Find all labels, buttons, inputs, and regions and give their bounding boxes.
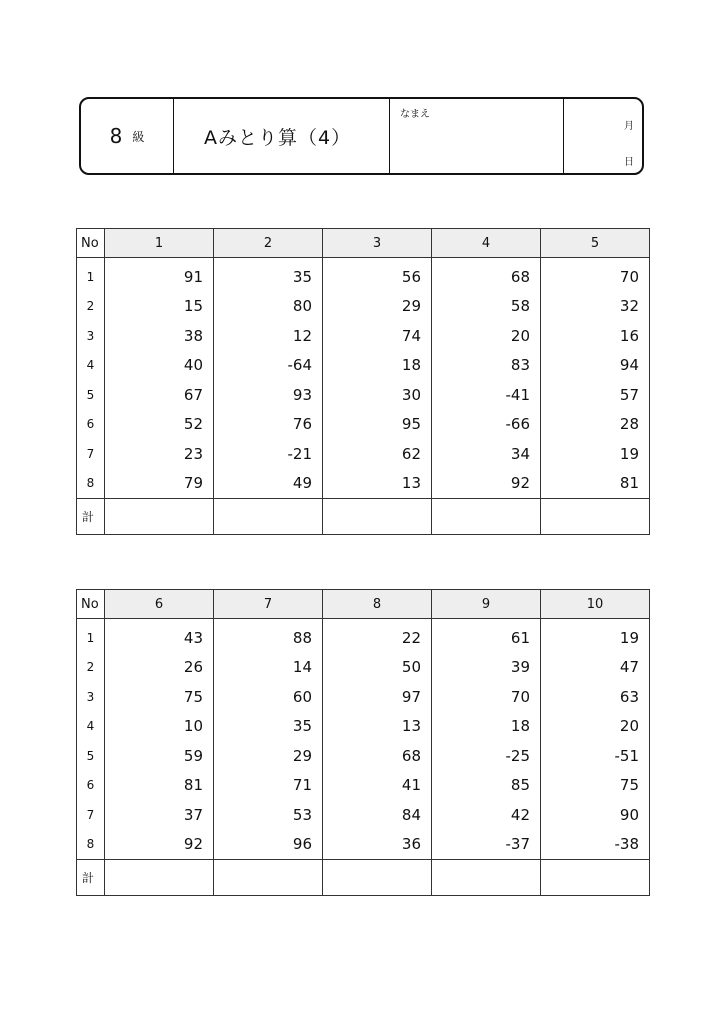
answer-cell[interactable] <box>214 499 323 535</box>
number-cell: 29 <box>214 741 323 771</box>
grade-number: 8 <box>109 124 123 148</box>
number-cell: 35 <box>214 258 323 292</box>
answer-cell[interactable] <box>541 860 650 896</box>
problem-number-header: 2 <box>214 229 323 258</box>
number-cell: 56 <box>323 258 432 292</box>
name-label: なまえ <box>400 109 430 120</box>
number-cell: -64 <box>214 351 323 381</box>
grade-suffix: 級 <box>132 129 145 144</box>
number-cell: 76 <box>214 410 323 440</box>
number-cell: 59 <box>105 741 214 771</box>
number-cell: -66 <box>432 410 541 440</box>
number-cell: 32 <box>541 292 650 322</box>
number-cell: 67 <box>105 380 214 410</box>
number-cell: 19 <box>541 619 650 653</box>
number-cell: 80 <box>214 292 323 322</box>
answer-cell[interactable] <box>541 499 650 535</box>
number-cell: 50 <box>323 653 432 683</box>
number-cell: 94 <box>541 351 650 381</box>
number-cell: 61 <box>432 619 541 653</box>
row-number: 7 <box>77 800 105 830</box>
number-cell: 26 <box>105 653 214 683</box>
row-number: 4 <box>77 712 105 742</box>
table-row <box>77 410 650 440</box>
number-cell: 57 <box>541 380 650 410</box>
number-cell: -37 <box>432 830 541 860</box>
row-number: 8 <box>77 469 105 499</box>
table-row <box>77 830 650 860</box>
number-cell: 63 <box>541 682 650 712</box>
row-number: 5 <box>77 741 105 771</box>
problem-number-header: 7 <box>214 590 323 619</box>
table-row <box>77 380 650 410</box>
number-cell: 20 <box>541 712 650 742</box>
problem-number-header: 8 <box>323 590 432 619</box>
answer-cell[interactable] <box>214 860 323 896</box>
number-cell: 96 <box>214 830 323 860</box>
worksheet-title: Aみとり算（4） <box>204 126 352 149</box>
number-cell: 34 <box>432 439 541 469</box>
number-cell: 92 <box>105 830 214 860</box>
total-row <box>77 499 650 535</box>
number-cell: 28 <box>541 410 650 440</box>
total-row <box>77 860 650 896</box>
number-cell: 91 <box>105 258 214 292</box>
number-cell: 13 <box>323 469 432 499</box>
number-cell: 23 <box>105 439 214 469</box>
problem-table-1 <box>76 228 650 535</box>
number-cell: 74 <box>323 321 432 351</box>
row-number: 4 <box>77 351 105 381</box>
number-cell: 16 <box>541 321 650 351</box>
problem-number-header: 1 <box>105 229 214 258</box>
row-number: 8 <box>77 830 105 860</box>
answer-cell[interactable] <box>323 860 432 896</box>
table-header-row <box>77 229 650 258</box>
number-cell: 92 <box>432 469 541 499</box>
row-number: 5 <box>77 380 105 410</box>
number-cell: 70 <box>432 682 541 712</box>
number-cell: 12 <box>214 321 323 351</box>
table-row <box>77 469 650 499</box>
number-cell: -21 <box>214 439 323 469</box>
number-cell: 38 <box>105 321 214 351</box>
answer-cell[interactable] <box>105 860 214 896</box>
row-number: 2 <box>77 653 105 683</box>
number-cell: 15 <box>105 292 214 322</box>
number-cell: 49 <box>214 469 323 499</box>
number-cell: 36 <box>323 830 432 860</box>
name-field[interactable] <box>390 99 564 173</box>
answer-cell[interactable] <box>323 499 432 535</box>
number-cell: -51 <box>541 741 650 771</box>
grade-cell <box>81 99 174 173</box>
number-cell: 93 <box>214 380 323 410</box>
number-cell: 37 <box>105 800 214 830</box>
table-row <box>77 439 650 469</box>
number-cell: -25 <box>432 741 541 771</box>
number-cell: 53 <box>214 800 323 830</box>
problem-number-header: 6 <box>105 590 214 619</box>
month-label: 月 <box>624 121 634 132</box>
number-cell: 71 <box>214 771 323 801</box>
number-cell: 75 <box>541 771 650 801</box>
answer-cell[interactable] <box>105 499 214 535</box>
number-cell: 85 <box>432 771 541 801</box>
row-number: 3 <box>77 682 105 712</box>
table-row <box>77 292 650 322</box>
number-cell: 42 <box>432 800 541 830</box>
row-number: 3 <box>77 321 105 351</box>
number-cell: -38 <box>541 830 650 860</box>
row-number: 2 <box>77 292 105 322</box>
title-cell <box>174 99 390 173</box>
table-row <box>77 321 650 351</box>
number-cell: 41 <box>323 771 432 801</box>
number-cell: 79 <box>105 469 214 499</box>
table-row <box>77 712 650 742</box>
row-number: 6 <box>77 410 105 440</box>
table-row <box>77 258 650 292</box>
row-number: 6 <box>77 771 105 801</box>
number-cell: 58 <box>432 292 541 322</box>
problem-number-header: 4 <box>432 229 541 258</box>
table-row <box>77 741 650 771</box>
number-cell: 70 <box>541 258 650 292</box>
number-cell: 52 <box>105 410 214 440</box>
number-cell: 68 <box>323 741 432 771</box>
problem-number-header: 3 <box>323 229 432 258</box>
number-cell: 97 <box>323 682 432 712</box>
problem-number-header: 5 <box>541 229 650 258</box>
number-cell: 90 <box>541 800 650 830</box>
answer-cell[interactable] <box>432 860 541 896</box>
number-cell: 10 <box>105 712 214 742</box>
number-cell: 75 <box>105 682 214 712</box>
no-column-header: No <box>77 229 105 258</box>
number-cell: 13 <box>323 712 432 742</box>
worksheet-header <box>79 97 644 175</box>
number-cell: 19 <box>541 439 650 469</box>
number-cell: 22 <box>323 619 432 653</box>
no-column-header: No <box>77 590 105 619</box>
number-cell: 30 <box>323 380 432 410</box>
total-label: 計 <box>77 499 105 535</box>
number-cell: 18 <box>323 351 432 381</box>
table-row <box>77 619 650 653</box>
number-cell: 29 <box>323 292 432 322</box>
table-row <box>77 653 650 683</box>
number-cell: 84 <box>323 800 432 830</box>
number-cell: 35 <box>214 712 323 742</box>
number-cell: 18 <box>432 712 541 742</box>
number-cell: 81 <box>105 771 214 801</box>
table-row <box>77 351 650 381</box>
number-cell: 47 <box>541 653 650 683</box>
number-cell: 39 <box>432 653 541 683</box>
total-label: 計 <box>77 860 105 896</box>
number-cell: 60 <box>214 682 323 712</box>
answer-cell[interactable] <box>432 499 541 535</box>
number-cell: 43 <box>105 619 214 653</box>
number-cell: 95 <box>323 410 432 440</box>
number-cell: 14 <box>214 653 323 683</box>
problem-number-header: 9 <box>432 590 541 619</box>
day-label: 日 <box>624 157 634 168</box>
row-number: 1 <box>77 619 105 653</box>
table-row <box>77 771 650 801</box>
table-row <box>77 682 650 712</box>
number-cell: 88 <box>214 619 323 653</box>
problem-number-header: 10 <box>541 590 650 619</box>
date-field[interactable] <box>564 99 642 173</box>
table-row <box>77 800 650 830</box>
row-number: 1 <box>77 258 105 292</box>
number-cell: 40 <box>105 351 214 381</box>
number-cell: -41 <box>432 380 541 410</box>
problem-table-2 <box>76 589 650 896</box>
number-cell: 83 <box>432 351 541 381</box>
number-cell: 62 <box>323 439 432 469</box>
number-cell: 81 <box>541 469 650 499</box>
number-cell: 20 <box>432 321 541 351</box>
number-cell: 68 <box>432 258 541 292</box>
row-number: 7 <box>77 439 105 469</box>
table-header-row <box>77 590 650 619</box>
